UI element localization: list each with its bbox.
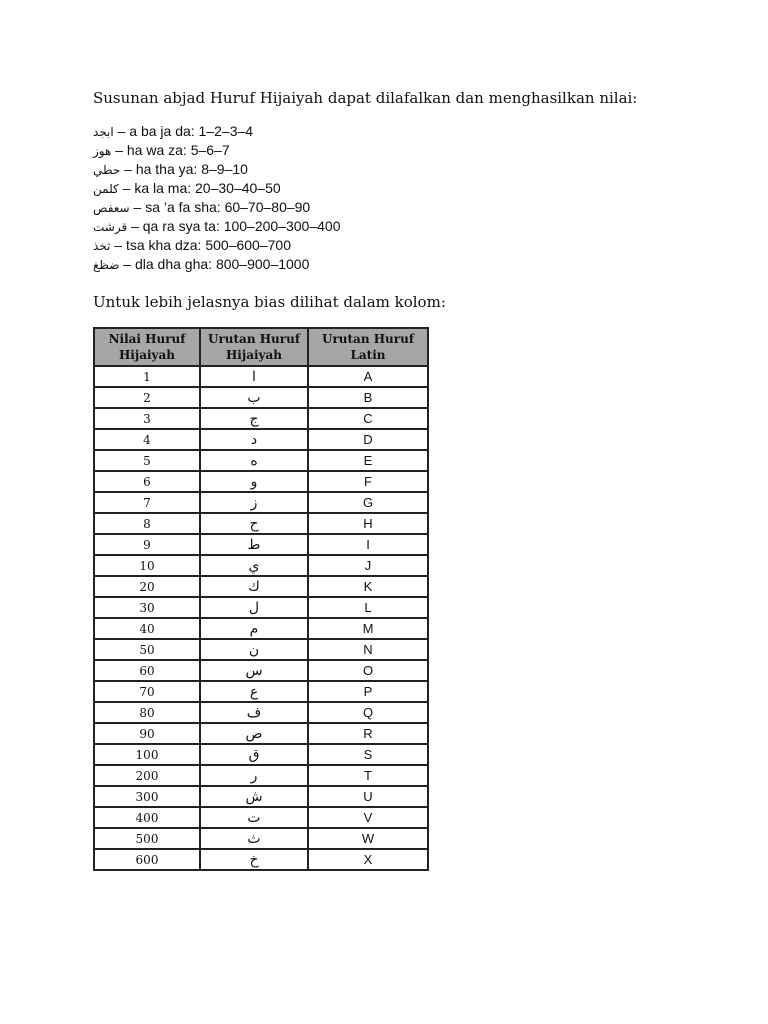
cell-latin: R <box>308 723 428 744</box>
abjad-arabic: سعفص <box>93 201 130 215</box>
cell-latin: C <box>308 408 428 429</box>
abjad-line <box>93 122 341 141</box>
cell-nilai: 90 <box>94 723 200 744</box>
cell-hijaiyah: ز <box>200 492 308 513</box>
cell-latin: G <box>308 492 428 513</box>
abjad-reading: – qa ra sya ta: 100–200–300–400 <box>127 218 341 234</box>
cell-nilai: 4 <box>94 429 200 450</box>
table-header-row <box>94 328 428 366</box>
abjad-reading: – a ba ja da: 1–2–3–4 <box>113 123 254 139</box>
abjad-line <box>93 141 341 160</box>
table-body <box>94 366 428 870</box>
cell-latin: I <box>308 534 428 555</box>
cell-latin: U <box>308 786 428 807</box>
abjad-arabic: ضظغ <box>93 258 120 272</box>
cell-nilai: 60 <box>94 660 200 681</box>
table-row <box>94 744 428 765</box>
abjad-arabic: ابجد <box>93 125 114 139</box>
abjad-arabic: هوز <box>93 144 112 158</box>
abjad-arabic: حطي <box>93 163 121 177</box>
abjad-reading: – ka la ma: 20–30–40–50 <box>118 180 281 196</box>
cell-nilai: 5 <box>94 450 200 471</box>
cell-latin: K <box>308 576 428 597</box>
cell-latin: H <box>308 513 428 534</box>
cell-hijaiyah: ج <box>200 408 308 429</box>
table-row <box>94 366 428 387</box>
cell-nilai: 1 <box>94 366 200 387</box>
cell-latin: A <box>308 366 428 387</box>
cell-nilai: 20 <box>94 576 200 597</box>
abjad-line <box>93 198 341 217</box>
cell-hijaiyah: ت <box>200 807 308 828</box>
cell-latin: M <box>308 618 428 639</box>
cell-latin: L <box>308 597 428 618</box>
cell-hijaiyah: ح <box>200 513 308 534</box>
abjad-arabic: قرشت <box>93 220 128 234</box>
cell-latin: F <box>308 471 428 492</box>
cell-nilai: 500 <box>94 828 200 849</box>
table-row <box>94 555 428 576</box>
table-row <box>94 492 428 513</box>
cell-hijaiyah: م <box>200 618 308 639</box>
cell-hijaiyah: ق <box>200 744 308 765</box>
cell-hijaiyah: ص <box>200 723 308 744</box>
abjad-reading: – dla dha gha: 800–900–1000 <box>119 256 310 272</box>
table-row <box>94 387 428 408</box>
cell-nilai: 400 <box>94 807 200 828</box>
cell-latin: X <box>308 849 428 870</box>
cell-latin: B <box>308 387 428 408</box>
intro-paragraph: Susunan abjad Huruf Hijaiyah dapat dilafalkan dan menghasilkan nilai: <box>93 89 638 107</box>
table-row <box>94 597 428 618</box>
table-row <box>94 786 428 807</box>
cell-nilai: 7 <box>94 492 200 513</box>
cell-latin: V <box>308 807 428 828</box>
abjad-reading: – ha tha ya: 8–9–10 <box>120 161 248 177</box>
abjad-arabic: ثخذ <box>93 239 111 253</box>
table-row <box>94 639 428 660</box>
table-row <box>94 450 428 471</box>
hijaiyah-table <box>93 327 429 871</box>
cell-latin: O <box>308 660 428 681</box>
header-urutan-latin: Urutan Huruf Latin <box>308 328 428 366</box>
cell-latin: Q <box>308 702 428 723</box>
cell-nilai: 2 <box>94 387 200 408</box>
cell-latin: S <box>308 744 428 765</box>
cell-nilai: 30 <box>94 597 200 618</box>
cell-nilai: 80 <box>94 702 200 723</box>
cell-latin: P <box>308 681 428 702</box>
cell-nilai: 300 <box>94 786 200 807</box>
cell-hijaiyah: ط <box>200 534 308 555</box>
header-urutan-hijaiyah: Urutan Huruf Hijaiyah <box>200 328 308 366</box>
cell-nilai: 9 <box>94 534 200 555</box>
cell-latin: E <box>308 450 428 471</box>
table-row <box>94 513 428 534</box>
cell-nilai: 70 <box>94 681 200 702</box>
cell-hijaiyah: ب <box>200 387 308 408</box>
abjad-line <box>93 255 341 274</box>
abjad-list <box>93 122 341 274</box>
table-row <box>94 576 428 597</box>
table-row <box>94 702 428 723</box>
cell-nilai: 40 <box>94 618 200 639</box>
cell-hijaiyah: ر <box>200 765 308 786</box>
cell-latin: D <box>308 429 428 450</box>
cell-latin: N <box>308 639 428 660</box>
cell-hijaiyah: و <box>200 471 308 492</box>
abjad-line <box>93 217 341 236</box>
table-row <box>94 849 428 870</box>
table-row <box>94 429 428 450</box>
table-row <box>94 618 428 639</box>
abjad-line <box>93 236 341 255</box>
cell-latin: J <box>308 555 428 576</box>
cell-nilai: 100 <box>94 744 200 765</box>
cell-hijaiyah: ي <box>200 555 308 576</box>
cell-hijaiyah: س <box>200 660 308 681</box>
abjad-arabic: كلمن <box>93 182 119 196</box>
abjad-reading: – sa ’a fa sha: 60–70–80–90 <box>129 199 311 215</box>
cell-hijaiyah: ع <box>200 681 308 702</box>
abjad-line <box>93 160 341 179</box>
header-nilai: Nilai Huruf Hijaiyah <box>94 328 200 366</box>
abjad-reading: – tsa kha dza: 500–600–700 <box>110 237 291 253</box>
table-row <box>94 660 428 681</box>
cell-hijaiyah: د <box>200 429 308 450</box>
cell-nilai: 50 <box>94 639 200 660</box>
cell-hijaiyah: ه <box>200 450 308 471</box>
cell-nilai: 3 <box>94 408 200 429</box>
cell-nilai: 200 <box>94 765 200 786</box>
table-row <box>94 534 428 555</box>
cell-hijaiyah: ش <box>200 786 308 807</box>
cell-nilai: 600 <box>94 849 200 870</box>
table-row <box>94 681 428 702</box>
table-row <box>94 828 428 849</box>
table-row <box>94 807 428 828</box>
table-intro-paragraph: Untuk lebih jelasnya bias dilihat dalam kolom: <box>93 293 446 311</box>
cell-hijaiyah: ث <box>200 828 308 849</box>
cell-nilai: 10 <box>94 555 200 576</box>
table-row <box>94 471 428 492</box>
cell-hijaiyah: خ <box>200 849 308 870</box>
abjad-line <box>93 179 341 198</box>
abjad-reading: – ha wa za: 5–6–7 <box>111 142 230 158</box>
cell-hijaiyah: ا <box>200 366 308 387</box>
cell-hijaiyah: ك <box>200 576 308 597</box>
cell-nilai: 8 <box>94 513 200 534</box>
table-row <box>94 408 428 429</box>
cell-hijaiyah: ل <box>200 597 308 618</box>
cell-latin: W <box>308 828 428 849</box>
cell-nilai: 6 <box>94 471 200 492</box>
cell-latin: T <box>308 765 428 786</box>
table-row <box>94 723 428 744</box>
cell-hijaiyah: ن <box>200 639 308 660</box>
table-row <box>94 765 428 786</box>
cell-hijaiyah: ف <box>200 702 308 723</box>
